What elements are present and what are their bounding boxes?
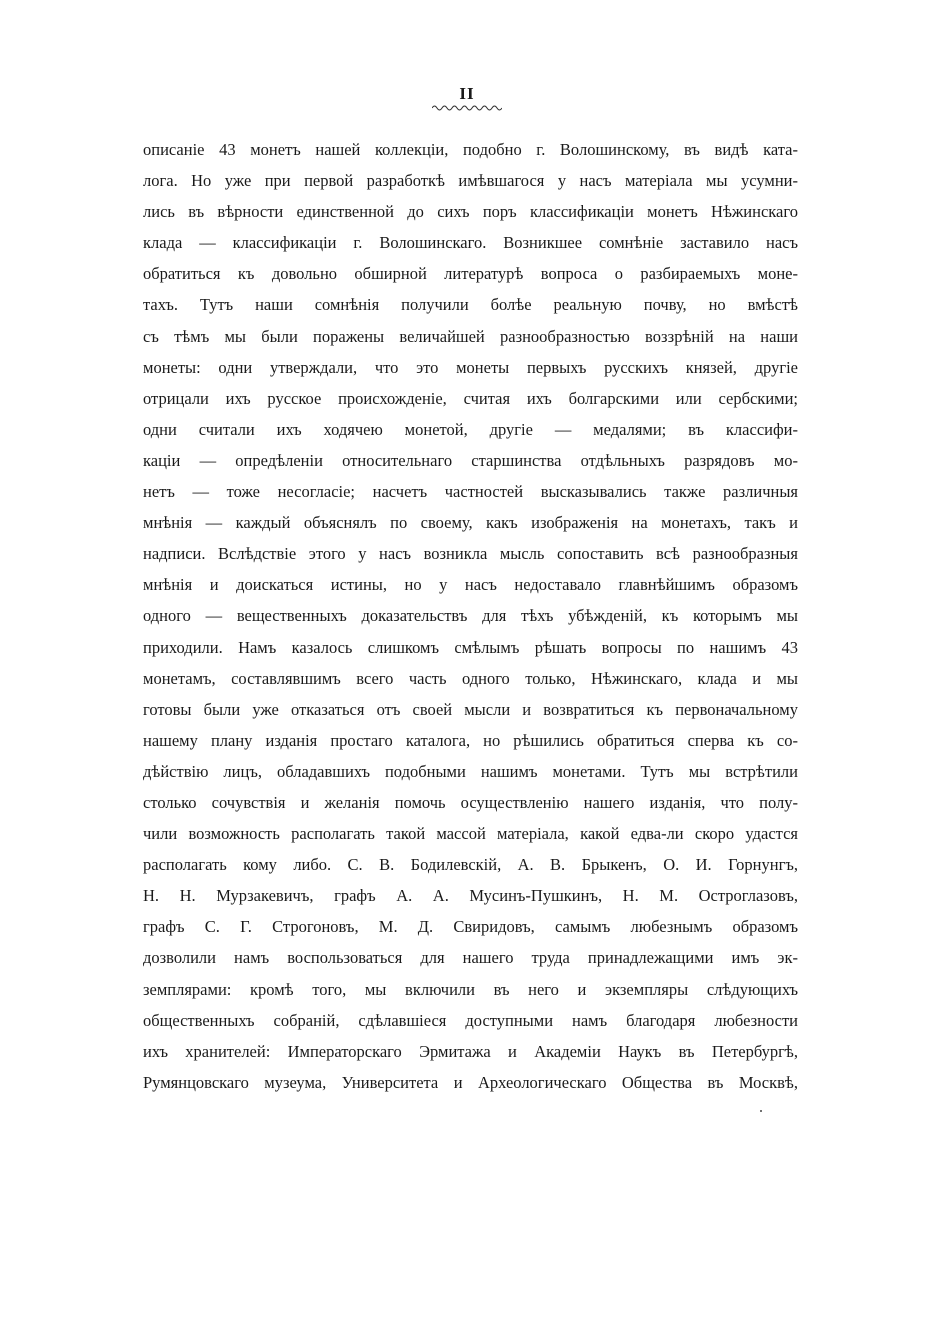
text-line: нашему плану изданія простаго каталога, но рѣшились обратиться сперва къ со- xyxy=(143,730,798,750)
text-line: тахъ. Тутъ наши сомнѣнія получили болѣе реальную почву, но вмѣстѣ xyxy=(143,295,798,315)
page-number: II xyxy=(459,84,475,103)
text-line: мнѣнія и доискаться истины, но у насъ недоставало главнѣйшимъ образомъ xyxy=(143,575,798,595)
text-line: располагать кому либо. С. В. Бодилевскій, А. В. Брыкенъ, О. И. Горнунгъ, xyxy=(143,855,798,875)
text-line: лись въ вѣрности единственной до сихъ поръ классификаціи монетъ Нѣжинскаго xyxy=(143,202,798,222)
text-line: нетъ — тоже несогласіе; насчетъ частностей высказывались также различныя xyxy=(143,482,798,502)
text-line: обратиться къ довольно обширной литературѣ вопроса о разбираемыхъ моне- xyxy=(143,264,798,284)
text-line: графъ С. Г. Строгоновъ, М. Д. Свиридовъ, самымъ любезнымъ образомъ xyxy=(143,917,798,937)
text-line: готовы были уже отказаться отъ своей мысли и возвратиться къ первоначальному xyxy=(143,699,798,719)
text-line: одного — вещественныхъ доказательствъ для тѣхъ убѣжденій, къ которымъ мы xyxy=(143,606,798,626)
text-line: мнѣнія — каждый объяснялъ по своему, какъ изображенія на монетахъ, такъ и xyxy=(143,513,798,533)
text-line: столько сочувствія и желанія помочь осуществленію нашего изданія, что полу- xyxy=(143,792,798,812)
text-line: одни считали ихъ ходячею монетой, другіе — медалями; въ классифи- xyxy=(143,419,798,439)
text-line: каціи — опредѣленіи относительнаго старшинства отдѣльныхъ разрядовъ мо- xyxy=(143,450,798,470)
text-line: лога. Но уже при первой разработкѣ имѣвшагося у насъ матеріала мы усумни- xyxy=(143,171,798,191)
text-line: монеты: одни утверждали, что это монеты первыхъ русскихъ князей, другіе xyxy=(143,357,798,377)
text-line: монетамъ, составлявшимъ всего часть одного только, Нѣжинскаго, клада и мы xyxy=(143,668,798,688)
text-line: Н. Н. Мурзакевичъ, графъ А. А. Мусинъ-Пушкинъ, Н. М. Остроглазовъ, xyxy=(143,886,798,906)
text-line: надписи. Вслѣдствіе этого у насъ возникла мысль сопоставить всѣ разнообразныя xyxy=(143,544,798,564)
body-text xyxy=(143,134,798,1098)
wavy-ornament-icon xyxy=(432,104,502,112)
text-line: чили возможность располагать такой массой матеріала, какой едва-ли скоро удастся xyxy=(143,824,798,844)
text-line: земплярами: кромѣ того, мы включили въ него и экземпляры слѣдующихъ xyxy=(143,979,798,999)
text-line: описаніе 43 монетъ нашей коллекціи, подобно г. Волошинскому, въ видѣ ката- xyxy=(143,140,798,159)
text-line: клада — классификаціи г. Волошинскаго. Возникшее сомнѣніе заставило насъ xyxy=(143,233,798,253)
text-line: дозволили намъ воспользоваться для нашего труда принадлежащими имъ эк- xyxy=(143,948,798,968)
print-speck xyxy=(760,1110,762,1112)
page-header xyxy=(0,84,936,112)
text-line: общественныхъ собраній, сдѣлавшіеся доступными намъ благодаря любезности xyxy=(143,1010,798,1030)
text-line: приходили. Намъ казалось слишкомъ смѣлымъ рѣшать вопросы по нашимъ 43 xyxy=(143,637,798,657)
text-line: съ тѣмъ мы были поражены величайшей разнообразностью воззрѣній на наши xyxy=(143,326,798,346)
text-line: дѣйствію лицъ, обладавшихъ подобными нашимъ монетами. Тутъ мы встрѣтили xyxy=(143,761,798,781)
text-line: Румянцовскаго музеума, Университета и Археологическаго Общества въ Москвѣ, xyxy=(143,1072,798,1092)
text-line: отрицали ихъ русское происхожденіе, считая ихъ болгарскими или сербскими; xyxy=(143,388,798,408)
text-line: ихъ хранителей: Императорскаго Эрмитажа и Академіи Наукъ въ Петербургѣ, xyxy=(143,1041,798,1061)
